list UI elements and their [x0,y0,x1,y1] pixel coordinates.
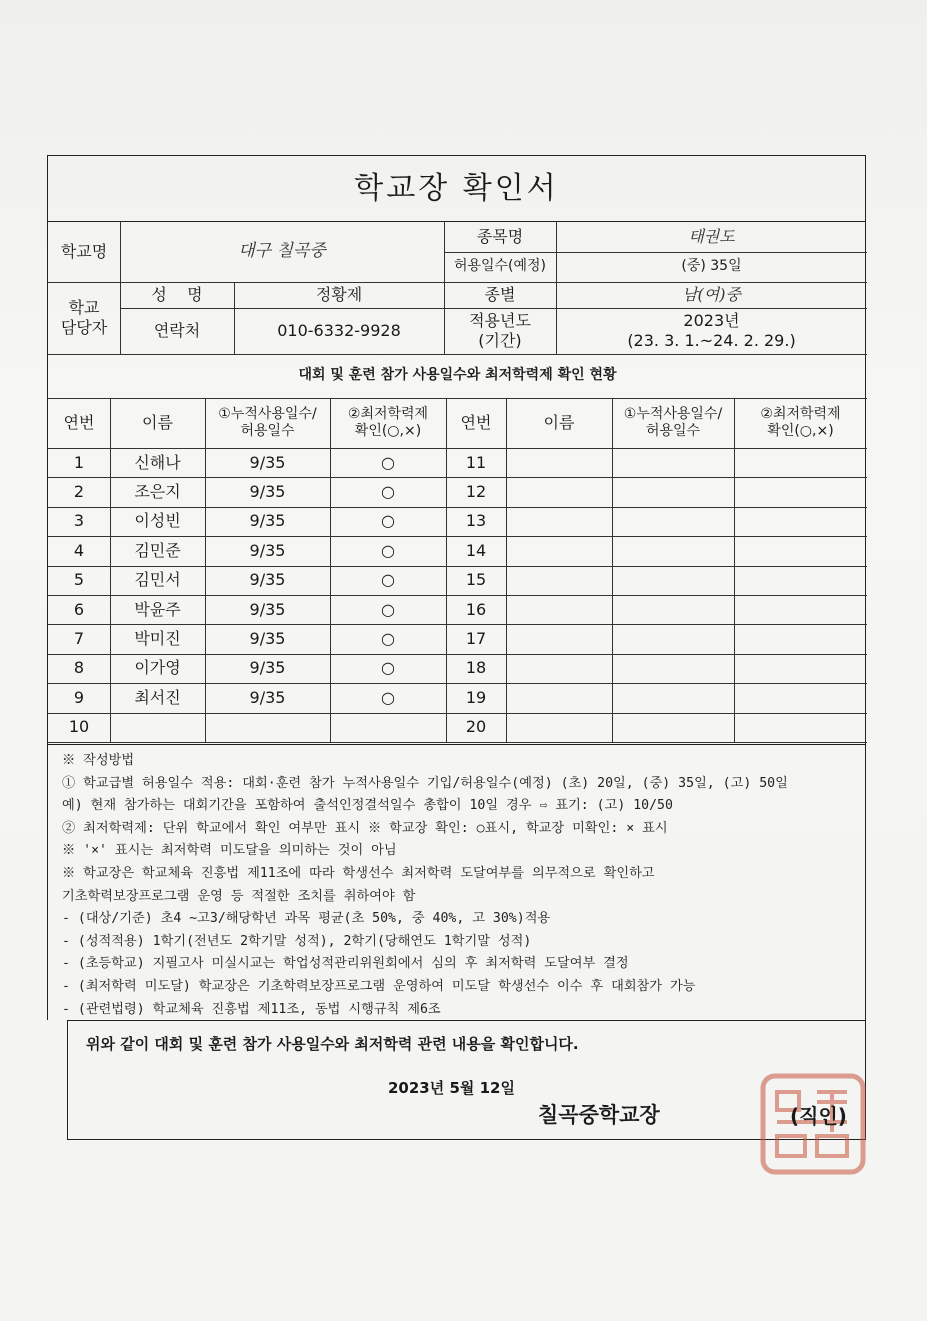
usage-days: 9/35 [249,629,286,649]
student-name: 신해나 [134,452,181,472]
form-title: 학교장 확인서 [48,156,865,222]
min-academic-check: ○ [381,629,395,649]
row-number: 17 [465,629,487,649]
header-name-right: 이름 [543,413,575,432]
usage-days [612,713,734,742]
min-academic-check: ○ [381,687,395,707]
min-academic-check [734,566,867,595]
category-value: 남(여)중 [682,285,741,304]
staff-name-label: 성 명 [151,285,203,304]
min-academic-check [734,624,867,653]
min-academic-check [734,536,867,565]
student-name [506,595,612,624]
student-name [506,566,612,595]
row-number: 9 [73,687,85,707]
contact-value: 010-6332-9928 [277,321,401,340]
usage-days [612,566,734,595]
min-academic-check [734,595,867,624]
apply-period: (23. 3. 1.~24. 2. 29.) [627,331,796,350]
instruction-line: ※ 학교장은 학교체육 진흥법 제11조에 따라 학생선수 최저학력 도달여부를 의무적으로 확인하고 [62,866,655,881]
usage-days [612,624,734,653]
column-divider [330,398,331,742]
column-divider [612,398,613,742]
instruction-line: - (최저학력 미도달) 학교장은 기초학력보장프로그램 운영하여 미도달 학생선수 이수 후 대회참가 가능 [62,979,696,994]
min-academic-check [734,654,867,683]
column-divider [506,398,507,742]
row-number: 3 [73,511,85,531]
allowed-days-value: (중) 35일 [681,258,742,275]
usage-days [612,595,734,624]
min-academic-check: ○ [381,511,395,531]
row-divider [48,742,867,743]
usage-days [205,713,330,742]
student-name [506,477,612,506]
student-name: 이성빈 [134,511,181,531]
instructions-section [47,745,866,1020]
principal-signature: 칠곡중학교장 [538,1103,660,1127]
instruction-line: - (성적적용) 1학기(전년도 2학기말 성적), 2학기(당해연도 1학기말 성적) [62,933,532,949]
row-number: 1 [73,452,85,472]
header-no-left: 연번 [63,413,95,432]
contact-label: 연락처 [153,321,201,340]
row-number: 13 [465,511,487,531]
column-divider [734,398,735,742]
column-divider [205,398,206,742]
min-academic-check [734,507,867,536]
usage-days: 9/35 [249,570,286,590]
header-days-right: ①누적사용일수/ 허용일수 [623,405,723,439]
usage-days [612,507,734,536]
student-name: 조은지 [134,482,181,502]
column-divider [446,398,447,742]
student-name [506,654,612,683]
min-academic-check [330,713,446,742]
student-name: 이가영 [134,658,181,678]
min-academic-check: ○ [381,482,395,502]
confirmation-footer [67,1020,866,1140]
instruction-line: - (관련법령) 학교체육 진흥법 제11조, 동법 시행규칙 제6조 [62,1001,441,1017]
min-academic-check: ○ [381,658,395,678]
column-divider [110,398,111,742]
usage-days [612,654,734,683]
row-number: 5 [73,570,85,590]
confirm-statement: 위와 같이 대회 및 훈련 참가 사용일수와 최저학력 관련 내용을 확인합니다. [86,1035,579,1053]
usage-days: 9/35 [249,599,286,619]
instruction-line: - (초등학교) 지필고사 미실시교는 학업성적관리위원회에서 심의 후 최저학력 도달여부 결정 [62,956,629,972]
min-academic-check: ○ [381,570,395,590]
usage-days: 9/35 [249,482,286,502]
apply-year-label: 적용년도 (기간) [469,311,531,350]
row-number: 19 [465,687,487,707]
instruction-line: 예) 현재 참가하는 대회기간을 포함하여 출석인정결석일수 총합이 10일 경우 ⇨ 표기: (고) 10/50 [62,798,673,814]
row-number: 7 [73,629,85,649]
student-name [506,683,612,712]
header-min-right: ②최저학력제 확인(○,×) [760,405,841,439]
allowed-days-label: 허용일수(예정) [453,258,547,275]
usage-days: 9/35 [249,452,286,472]
min-academic-check: ○ [381,452,395,472]
usage-days: 9/35 [249,511,286,531]
student-name [506,624,612,653]
instruction-line: - (대상/기준) 초4 ~고3/해당학년 과목 평균(초 50%, 중 40%, 고 30%)적용 [62,911,551,927]
category-label: 종별 [484,285,516,304]
header-name-left: 이름 [142,413,173,432]
school-name-value: 대구 칠곡중 [238,241,326,262]
usage-days [612,448,734,477]
row-number: 11 [465,452,487,472]
staff-name-value: 정황제 [315,285,363,304]
student-name: 김민서 [134,570,181,590]
student-name [506,713,612,742]
student-name [110,713,205,742]
usage-days: 9/35 [249,658,286,678]
min-academic-check: ○ [381,540,395,560]
row-number: 16 [465,599,487,619]
usage-days: 9/35 [249,540,286,560]
row-number: 20 [465,717,487,737]
usage-days [612,536,734,565]
row-number: 8 [73,658,85,678]
usage-days: 9/35 [249,687,286,707]
student-name [506,507,612,536]
row-number: 2 [73,482,85,502]
row-number: 12 [465,482,487,502]
usage-days [612,683,734,712]
section-title: 대회 및 훈련 참가 사용일수와 최저학력제 확인 현황 [298,367,617,384]
student-name: 박미진 [134,629,181,649]
row-number: 4 [73,540,85,560]
row-number: 15 [465,570,487,590]
row-number: 6 [73,599,85,619]
header-days-left: ①누적사용일수/ 허용일수 [218,405,317,439]
student-name: 최서진 [134,687,181,707]
min-academic-check: ○ [381,599,395,619]
row-number: 14 [465,540,487,560]
row-number: 10 [68,717,90,737]
student-name [506,448,612,477]
student-name: 박윤주 [134,599,181,619]
instruction-line: ※ '×' 표시는 최저학력 미도달을 의미하는 것이 아님 [62,843,397,859]
instruction-line: 기초학력보장프로그램 운영 등 적절한 조치를 취하여야 함 [62,888,416,904]
header-no-right: 연번 [460,413,492,432]
confirmation-form [47,155,866,745]
school-staff-label: 학교 담당자 [60,298,108,337]
row-number: 18 [465,658,487,678]
min-academic-check [734,477,867,506]
student-name [506,536,612,565]
min-academic-check [734,683,867,712]
school-name-label: 학교명 [60,242,108,261]
min-academic-check [734,448,867,477]
sport-value: 태권도 [688,227,735,246]
apply-year: 2023년 [683,311,740,330]
instruction-line: ※ 작성방법 [62,753,135,768]
sport-label: 종목명 [476,227,524,246]
header-min-left: ②최저학력제 확인(○,×) [347,405,429,439]
instruction-line: ② 최저학력제: 단위 학교에서 확인 여부만 표시 ※ 학교장 확인: ○표시, 학교장 미확인: × 표시 [62,820,668,836]
usage-days [612,477,734,506]
min-academic-check [734,713,867,742]
student-name: 김민준 [134,540,181,560]
instruction-line: ① 학교급별 허용일수 적용: 대회·훈련 참가 누적사용일수 기입/허용일수(예정) (초) 20일, (중) 35일, (고) 50일 [62,775,788,791]
apply-year-value [556,308,867,354]
seal-label: (직인) [790,1104,847,1128]
issue-date: 2023년 5월 12일 [388,1079,515,1097]
